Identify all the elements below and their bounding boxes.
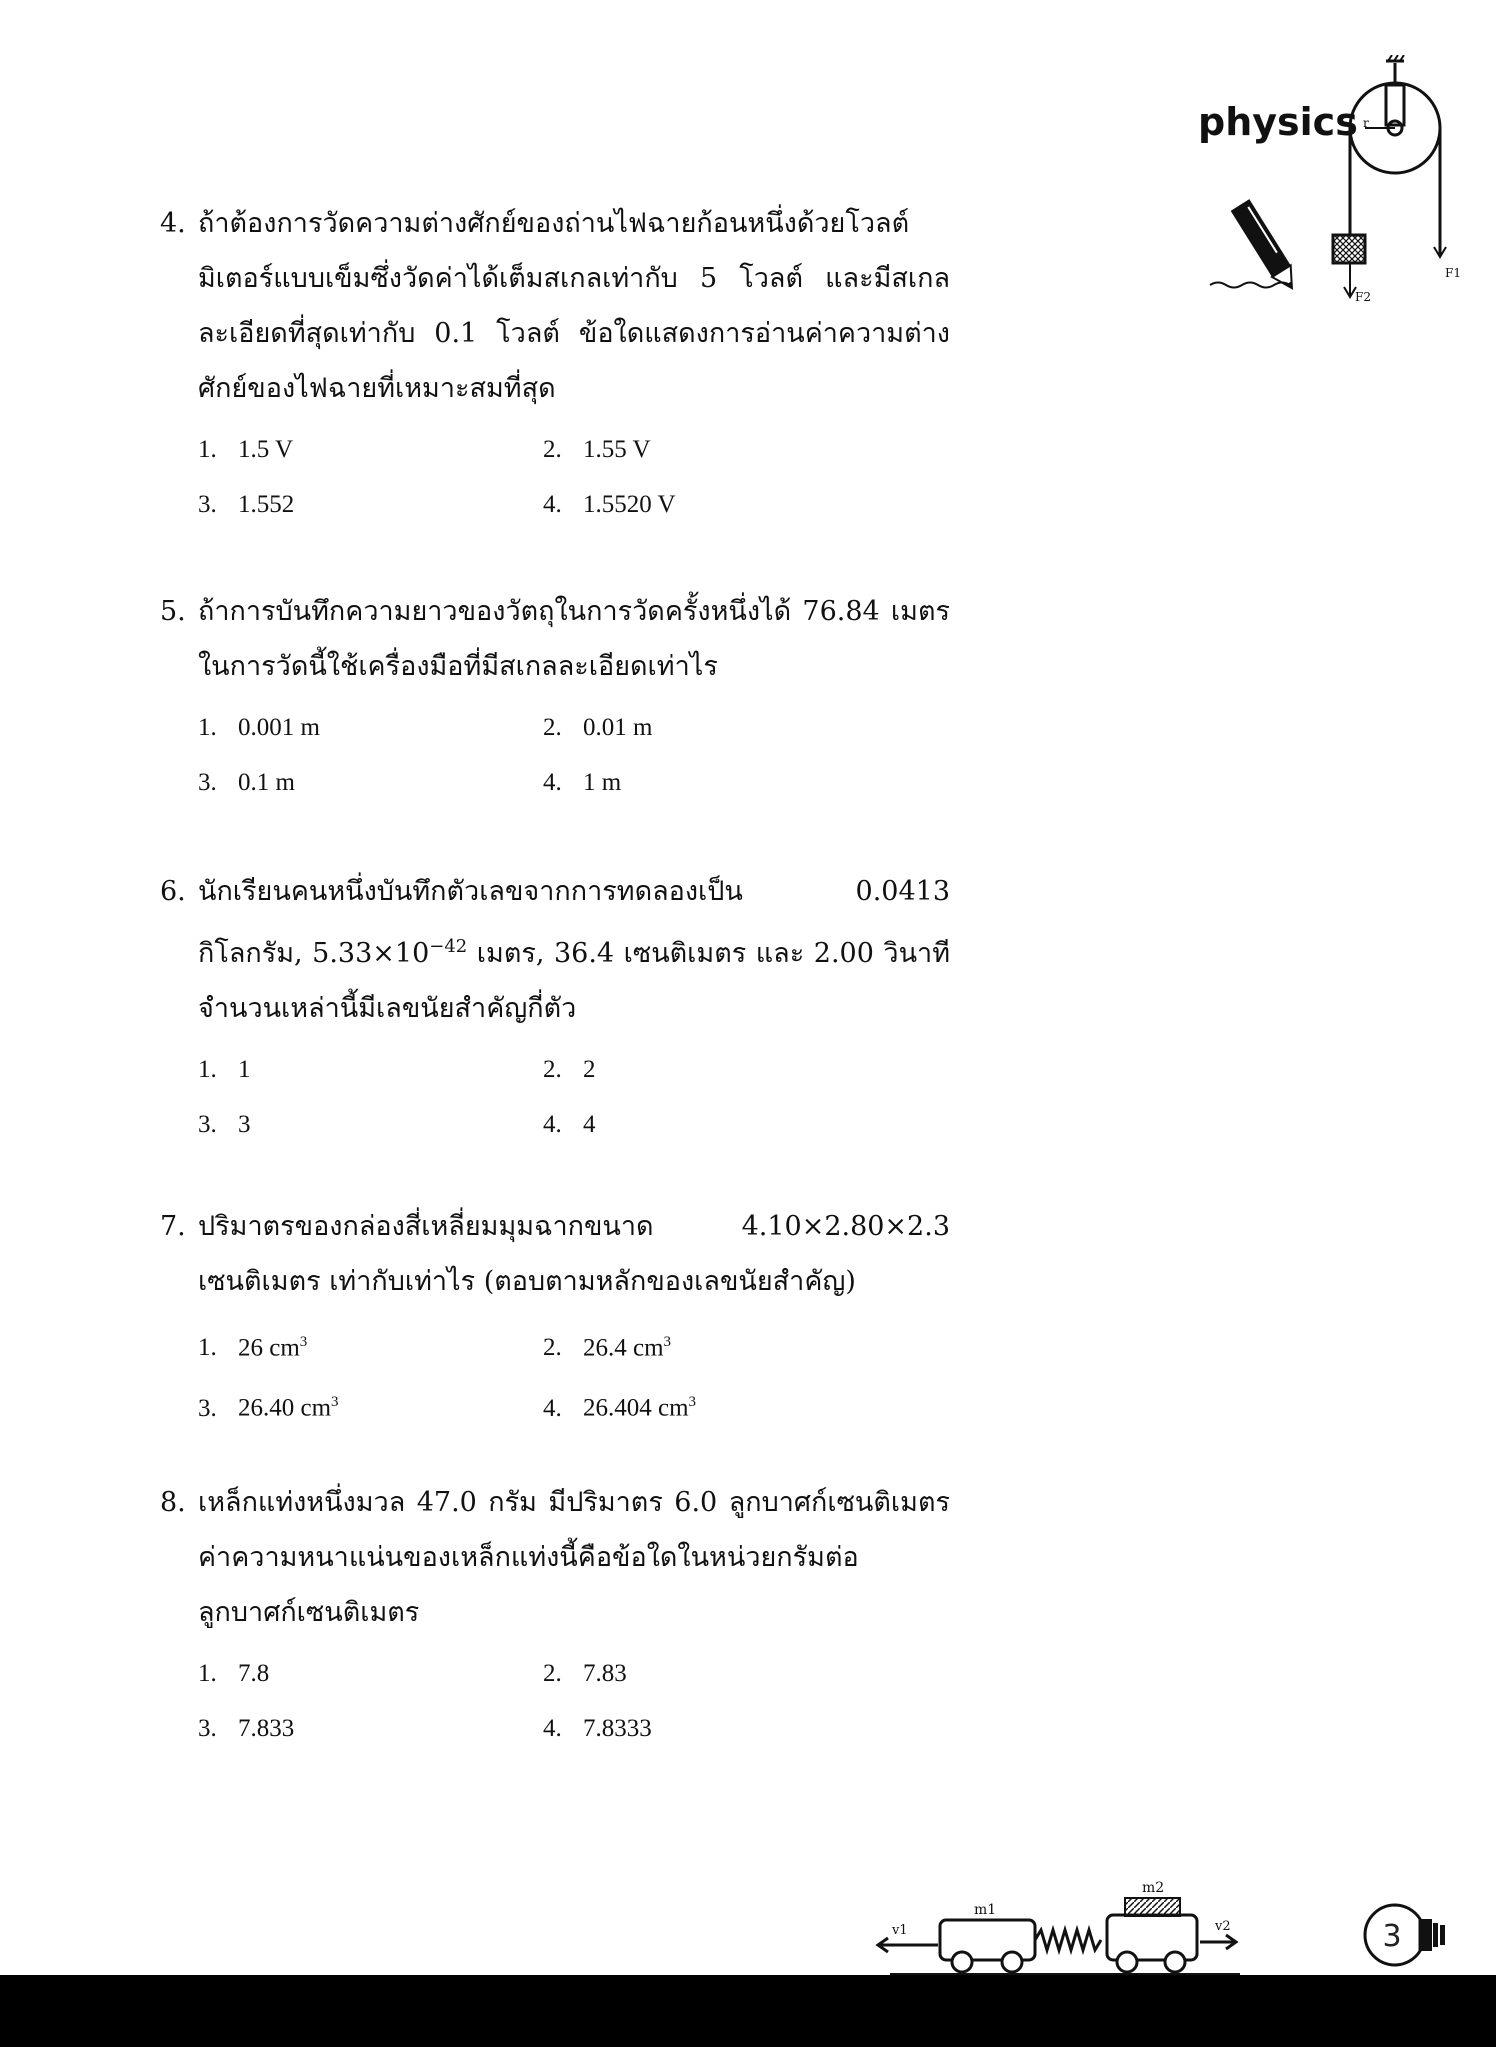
choice-number: 1. (198, 436, 217, 463)
answer-choices (198, 422, 950, 532)
choice-number: 1. (198, 1334, 217, 1362)
unit-exponent: 3 (331, 1394, 339, 1411)
unit-exponent: 3 (688, 1394, 697, 1411)
choice-text: 1.552 (238, 491, 295, 518)
choice-text: 2 (583, 1056, 596, 1083)
choice-3[interactable] (198, 755, 543, 810)
choice-text: 26.4 (583, 1334, 627, 1362)
answer-choices (198, 1042, 950, 1152)
choice-1[interactable] (198, 700, 543, 755)
question-text: เหล็กแท่งหนึ่งมวล 47.0 กรัม มีปริมาตร 6.0 ลูกบาศก์เซนติเมตร ค่าความหนาแน่นของเหล็กแท่งนี้คือข้อใดในหน่วยกรัมต่อลูกบาศก์เซนติเมตร (198, 1487, 950, 1628)
choice-text: 1.5 V (238, 436, 294, 463)
choice-4[interactable] (543, 755, 888, 810)
choice-number: 1. (198, 1056, 217, 1083)
question-number: 8. (160, 1487, 186, 1518)
choice-text: 7.8 (238, 1660, 270, 1687)
choice-text: 1 m (583, 769, 622, 796)
page-number: 3 (1382, 1919, 1402, 1954)
choice-1[interactable] (198, 422, 543, 477)
unit: cm (269, 1334, 300, 1362)
question-number: 5. (160, 596, 186, 627)
choice-3[interactable] (198, 1701, 543, 1756)
choice-text: 1.5520 V (583, 491, 676, 518)
question-text: ถ้าต้องการวัดความต่างศักย์ของถ่านไฟฉายก้อนหนึ่งด้วยโวลต์มิเตอร์แบบเข็มซึ่งวัดค่าได้เต็มสเกลเท่ากับ 5 โวลต์ และมีสเกลละเอียดที่สุดเท่ากับ 0.1 โวลต์ ข้อใดแสดงการอ่านค่าความต่างศักย์ของไฟฉายที่เหมาะสมที่สุด (198, 208, 950, 404)
choice-4[interactable] (543, 1375, 888, 1435)
carts-spring-illustration (870, 1860, 1240, 1978)
choice-number: 2. (543, 714, 562, 741)
choice-text: 4 (583, 1111, 596, 1138)
choice-text: 7.833 (238, 1715, 295, 1742)
question-text: ถ้าการบันทึกความยาวของวัตถุในการวัดครั้งหนึ่งได้ 76.84 เมตร ในการวัดนี้ใช้เครื่องมือที่มีสเกลละเอียดเท่าไร (198, 596, 950, 682)
choice-number: 1. (198, 1660, 217, 1687)
choice-number: 3. (198, 1715, 217, 1742)
choice-number: 4. (543, 769, 562, 796)
choice-2[interactable] (543, 1042, 888, 1097)
choice-1[interactable] (198, 1042, 543, 1097)
velocity-v1-label: v1 (892, 1923, 908, 1938)
choice-1[interactable] (198, 1315, 543, 1375)
choice-2[interactable] (543, 422, 888, 477)
choice-number: 3. (198, 491, 217, 518)
force-f1-label: F1 (1445, 266, 1461, 280)
question-8 (160, 1475, 950, 1756)
unit: cm (300, 1394, 332, 1422)
question-number: 7. (160, 1211, 186, 1242)
physics-logo-illustration (1190, 55, 1470, 315)
choice-4[interactable] (543, 1701, 888, 1756)
choice-number: 3. (198, 1394, 217, 1422)
question-text (198, 864, 950, 1036)
choice-3[interactable] (198, 1097, 543, 1152)
answer-choices (198, 1646, 950, 1756)
choice-number: 4. (543, 1715, 562, 1742)
footer-bar (0, 1975, 1496, 2047)
choice-text: 26 (238, 1334, 263, 1362)
choice-text: 26.404 (583, 1394, 652, 1422)
choice-number: 2. (543, 1056, 562, 1083)
choice-2[interactable] (543, 1646, 888, 1701)
velocity-v2-label: v2 (1215, 1919, 1231, 1934)
choice-number: 1. (198, 714, 217, 741)
choice-3[interactable] (198, 1375, 543, 1435)
unit: cm (658, 1394, 689, 1422)
question-number: 4. (160, 208, 186, 239)
choice-number: 2. (543, 436, 562, 463)
mass-m1-label: m1 (974, 1902, 997, 1918)
choice-text: 0.1 m (238, 769, 295, 796)
choice-number: 4. (543, 1394, 562, 1422)
choice-2[interactable] (543, 700, 888, 755)
pencil-icon (1231, 199, 1302, 294)
question-number: 6. (160, 876, 186, 907)
choice-number: 2. (543, 1660, 562, 1687)
choice-number: 4. (543, 491, 562, 518)
choice-number: 4. (543, 1111, 562, 1138)
physics-logo-text: physics (1198, 100, 1358, 144)
choice-1[interactable] (198, 1646, 543, 1701)
question-text-part: นักเรียนคนหนึ่งบันทึกตัวเลขจากการทดลองเป็น 0.0413 กิโลกรัม, 5.33×10 (198, 876, 950, 969)
exponent: −42 (429, 936, 468, 957)
choice-text: 1.55 V (583, 436, 651, 463)
unit: cm (633, 1334, 664, 1362)
choice-text: 0.001 m (238, 714, 320, 741)
unit-exponent: 3 (663, 1334, 672, 1350)
question-text: ปริมาตรของกล่องสี่เหลี่ยมมุมฉากขนาด 4.10×2.80×2.3 เซนติเมตร เท่ากับเท่าไร (ตอบตามหลักของเลขนัยสำคัญ) (198, 1211, 950, 1297)
choice-text: 1 (238, 1056, 251, 1083)
choice-number: 2. (543, 1334, 562, 1362)
choice-number: 3. (198, 1111, 217, 1138)
choice-4[interactable] (543, 477, 888, 532)
choice-4[interactable] (543, 1097, 888, 1152)
unit-exponent: 3 (299, 1334, 308, 1350)
question-text-part: เมตร, 36.4 เซนติเมตร และ 2.00 วินาที จำนวนเหล่านี้มีเลขนัยสำคัญกี่ตัว (198, 938, 950, 1024)
answer-choices (198, 1315, 950, 1436)
page-number-bulb (1355, 1895, 1465, 1975)
choice-text: 7.83 (583, 1660, 627, 1687)
choice-text: 26.40 (238, 1394, 295, 1422)
question-4 (160, 196, 950, 532)
choice-text: 3 (238, 1111, 251, 1138)
question-6 (160, 864, 950, 1152)
force-f2-label: F2 (1355, 290, 1371, 304)
choice-2[interactable] (543, 1315, 888, 1375)
choice-number: 3. (198, 769, 217, 796)
choice-3[interactable] (198, 477, 543, 532)
question-5 (160, 584, 950, 810)
choice-text: 0.01 m (583, 714, 653, 741)
radius-label: r (1363, 116, 1369, 130)
question-7 (160, 1199, 950, 1436)
choice-text: 7.8333 (583, 1715, 652, 1742)
answer-choices (198, 700, 950, 810)
mass-m2-label: m2 (1142, 1880, 1165, 1896)
